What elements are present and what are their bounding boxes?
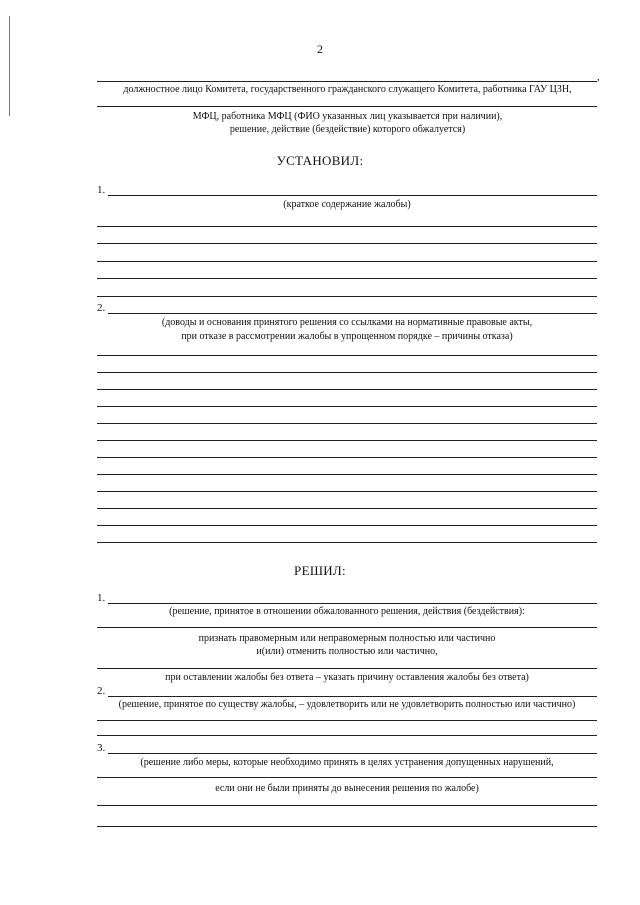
decided-title: РЕШИЛ: [294,563,346,578]
decided-item2-caption: (решение, принятое по существу жалобы, – удовлетворить или не удовлетворить полностью или частично) [118,699,576,710]
fill-line[interactable] [97,389,597,390]
fill-line[interactable] [97,525,597,526]
decided-item1-caption2: признать правомерным или неправомерным полностью или частично [198,633,496,644]
fill-line[interactable] [97,226,597,227]
header-caption-line3: решение, действие (бездействие) которого обжалуется) [229,124,466,135]
decided-item3-line[interactable] [108,753,597,754]
established-item1-number: 1. [97,184,106,196]
decided-item1-number: 1. [97,592,106,604]
established-item1-caption: (краткое содержание жалобы) [283,199,411,210]
established-item1-line[interactable] [108,195,597,196]
fill-line[interactable] [97,805,597,806]
fill-line[interactable] [97,627,597,628]
fill-line[interactable] [97,542,597,543]
decided-item1-caption1: (решение, принятое в отношении обжалованного решения, действия (бездействия): [169,606,525,617]
fill-line[interactable] [97,508,597,509]
fill-line[interactable] [97,777,597,778]
header-fill-line[interactable] [97,106,597,107]
fill-line[interactable] [97,355,597,356]
fill-line[interactable] [97,668,597,669]
fill-line[interactable] [97,406,597,407]
fill-line[interactable] [97,440,597,441]
fill-line[interactable] [97,474,597,475]
established-item2-number: 2. [97,302,106,314]
decided-item2-line[interactable] [108,696,597,697]
decided-item2-number: 2. [97,685,106,697]
decided-item1-line[interactable] [108,603,597,604]
page-number: 2 [317,42,323,56]
decided-item1-caption4: при оставлении жалобы без ответа – указать причину оставления жалобы без ответа) [165,672,529,683]
fill-line[interactable] [97,423,597,424]
official-name-line[interactable] [97,81,597,82]
fill-line[interactable] [97,735,597,736]
fill-line[interactable] [97,720,597,721]
fill-line[interactable] [97,826,597,827]
fill-line[interactable] [97,491,597,492]
header-caption-line2: МФЦ, работника МФЦ (ФИО указанных лиц указывается при наличии), [192,111,503,122]
decided-item3-caption2: если они не были приняты до вынесения решения по жалобе) [215,783,479,794]
fill-line[interactable] [97,243,597,244]
fill-line[interactable] [97,372,597,373]
decided-item3-caption1: (решение либо меры, которые необходимо принять в целях устранения допущенных нарушений, [140,757,554,768]
fill-line[interactable] [97,296,597,297]
fill-line[interactable] [97,457,597,458]
decided-item3-number: 3. [97,742,106,754]
fill-line[interactable] [97,261,597,262]
established-item2-caption2: при отказе в рассмотрении жалобы в упрощенном порядке – причины отказа) [181,331,513,342]
established-title: УСТАНОВИЛ: [276,153,364,168]
header-trailing-comma: , [597,71,600,83]
fill-line[interactable] [97,278,597,279]
established-item2-caption1: (доводы и основания принятого решения со ссылками на нормативные правовые акты, [161,317,533,328]
decided-item1-caption3: и(или) отменить полностью или частично, [256,646,438,657]
scan-edge-mark [9,16,10,116]
established-item2-line[interactable] [108,313,597,314]
header-caption-line1: должностное лицо Комитета, государственного гражданского служащего Комитета, работника ГАУ ЦЗН, [123,84,572,95]
